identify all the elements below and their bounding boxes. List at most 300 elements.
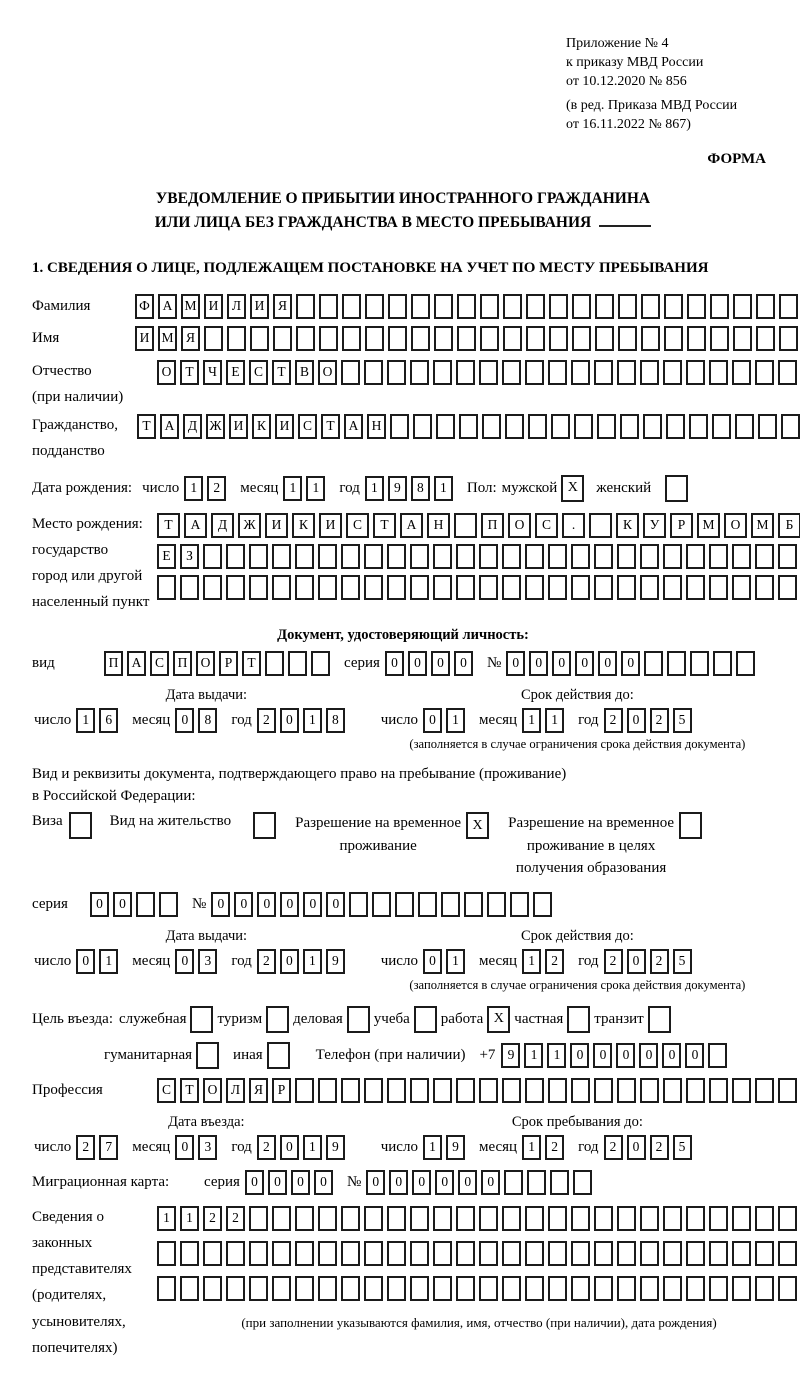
birth-place-cells-row1-cell[interactable]: Т: [373, 513, 396, 538]
patronymic-cells-cell[interactable]: [387, 360, 406, 385]
legal-reps-cells-row3-cell[interactable]: [341, 1276, 360, 1301]
patronymic-cells-cell[interactable]: [571, 360, 590, 385]
identity-issue-year-cells-cell[interactable]: 8: [326, 708, 345, 733]
identity-number-cells-cell[interactable]: 0: [621, 651, 640, 676]
birth-place-cells-row2-cell[interactable]: [433, 544, 452, 569]
profession-cells-cell[interactable]: [456, 1078, 475, 1103]
surname-cells-cell[interactable]: [664, 294, 683, 319]
citizenship-cells-cell[interactable]: Т: [321, 414, 340, 439]
residence-number-cells-cell[interactable]: [395, 892, 414, 917]
legal-reps-cells-row2-cell[interactable]: [318, 1241, 337, 1266]
birth-place-cells-row3-cell[interactable]: [571, 575, 590, 600]
legal-reps-cells-row1-cell[interactable]: [755, 1206, 774, 1231]
surname-cells-cell[interactable]: [549, 294, 568, 319]
patronymic-cells-cell[interactable]: Т: [272, 360, 291, 385]
identity-number-cells-cell[interactable]: [713, 651, 732, 676]
legal-reps-cells-row2-cell[interactable]: [502, 1241, 521, 1266]
legal-reps-cells-row2-cell[interactable]: [525, 1241, 544, 1266]
birth-place-cells-row3-cell[interactable]: [249, 575, 268, 600]
legal-reps-cells-row3-cell[interactable]: [548, 1276, 567, 1301]
phone-cells-cell[interactable]: 1: [524, 1043, 543, 1068]
patronymic-cells-cell[interactable]: [341, 360, 360, 385]
profession-cells-cell[interactable]: [755, 1078, 774, 1103]
birth-place-cells-row2-cell[interactable]: [272, 544, 291, 569]
legal-reps-cells-row2-cell[interactable]: [456, 1241, 475, 1266]
legal-reps-cells-row2-cell[interactable]: [410, 1241, 429, 1266]
migration-number-cells-cell[interactable]: 0: [435, 1170, 454, 1195]
legal-reps-cells-row3-cell[interactable]: [755, 1276, 774, 1301]
legal-reps-cells-row1-cell[interactable]: [387, 1206, 406, 1231]
legal-reps-cells-row3-cell[interactable]: [709, 1276, 728, 1301]
migration-number-cells-cell[interactable]: 0: [412, 1170, 431, 1195]
legal-reps-cells-row2-cell[interactable]: [341, 1241, 360, 1266]
stay-until-day-cells-cell[interactable]: 9: [446, 1135, 465, 1160]
birth-place-cells-row3-cell[interactable]: [732, 575, 751, 600]
birth-place-cells-row1-cell[interactable]: Ж: [238, 513, 261, 538]
legal-reps-cells-row1-cell[interactable]: [594, 1206, 613, 1231]
firstname-cells-cell[interactable]: [503, 326, 522, 351]
legal-reps-cells-row3-cell[interactable]: [594, 1276, 613, 1301]
surname-cells-cell[interactable]: [687, 294, 706, 319]
birth-place-cells-row1-cell[interactable]: [454, 513, 477, 538]
legal-reps-cells-row2-cell[interactable]: [249, 1241, 268, 1266]
legal-reps-cells-row2-cell[interactable]: [663, 1241, 682, 1266]
migration-number-cells-cell[interactable]: [527, 1170, 546, 1195]
residence-number-cells-cell[interactable]: [487, 892, 506, 917]
patronymic-cells-cell[interactable]: [709, 360, 728, 385]
legal-reps-cells-row3-cell[interactable]: [617, 1276, 636, 1301]
birth-place-cells-row1-cell[interactable]: Д: [211, 513, 234, 538]
identity-kind-cells-cell[interactable]: [265, 651, 284, 676]
surname-cells-cell[interactable]: Ф: [135, 294, 154, 319]
legal-reps-cells-row3-cell[interactable]: [571, 1276, 590, 1301]
sex-female-checkbox[interactable]: [665, 475, 688, 502]
legal-reps-cells-row3-cell[interactable]: [778, 1276, 797, 1301]
residence-issue-month-cells-cell[interactable]: 3: [198, 949, 217, 974]
phone-cells-cell[interactable]: 0: [593, 1043, 612, 1068]
citizenship-cells-cell[interactable]: [390, 414, 409, 439]
birth-place-cells-row2-cell[interactable]: [502, 544, 521, 569]
legal-reps-cells-row2-cell[interactable]: [203, 1241, 222, 1266]
birth-place-cells-row1-cell[interactable]: А: [400, 513, 423, 538]
legal-reps-cells-row1-cell[interactable]: [640, 1206, 659, 1231]
profession-cells-cell[interactable]: [525, 1078, 544, 1103]
birth-place-cells-row2-cell[interactable]: [709, 544, 728, 569]
stay-until-year-cells-cell[interactable]: 0: [627, 1135, 646, 1160]
firstname-cells-cell[interactable]: М: [158, 326, 177, 351]
birth-year-cells-cell[interactable]: 1: [365, 476, 384, 501]
residence-expiry-month-cells-cell[interactable]: 1: [522, 949, 541, 974]
surname-cells-cell[interactable]: [319, 294, 338, 319]
identity-issue-month-cells-cell[interactable]: 8: [198, 708, 217, 733]
temp-residence-checkbox[interactable]: X: [466, 812, 489, 839]
legal-reps-cells-row3-cell[interactable]: [226, 1276, 245, 1301]
birth-place-cells-row3-cell[interactable]: [525, 575, 544, 600]
birth-day-cells-cell[interactable]: 2: [207, 476, 226, 501]
firstname-cells-cell[interactable]: [342, 326, 361, 351]
legal-reps-cells-row3-cell[interactable]: [686, 1276, 705, 1301]
legal-reps-cells-row1-cell[interactable]: [341, 1206, 360, 1231]
citizenship-cells-cell[interactable]: [689, 414, 708, 439]
birth-place-cells-row2-cell[interactable]: [249, 544, 268, 569]
birth-place-cells-row3-cell[interactable]: [709, 575, 728, 600]
identity-expiry-year-cells-cell[interactable]: 5: [673, 708, 692, 733]
birth-place-cells-row3-cell[interactable]: [226, 575, 245, 600]
birth-place-cells-row1-cell[interactable]: О: [508, 513, 531, 538]
patronymic-cells-cell[interactable]: В: [295, 360, 314, 385]
residence-issue-day-cells-cell[interactable]: 0: [76, 949, 95, 974]
identity-number-cells-cell[interactable]: [690, 651, 709, 676]
birth-month-cells-cell[interactable]: 1: [306, 476, 325, 501]
patronymic-cells-cell[interactable]: [640, 360, 659, 385]
legal-reps-cells-row2-cell[interactable]: [571, 1241, 590, 1266]
birth-place-cells-row2-cell[interactable]: [548, 544, 567, 569]
birth-place-cells-row3-cell[interactable]: [755, 575, 774, 600]
stay-until-year-cells-cell[interactable]: 2: [650, 1135, 669, 1160]
legal-reps-cells-row1-cell[interactable]: 1: [157, 1206, 176, 1231]
birth-place-cells-row2-cell[interactable]: [571, 544, 590, 569]
birth-place-cells-row3-cell[interactable]: [594, 575, 613, 600]
citizenship-cells-cell[interactable]: [735, 414, 754, 439]
citizenship-cells-cell[interactable]: А: [344, 414, 363, 439]
birth-place-cells-row1-cell[interactable]: М: [751, 513, 774, 538]
birth-place-cells-row2-cell[interactable]: [640, 544, 659, 569]
patronymic-cells-cell[interactable]: [778, 360, 797, 385]
legal-reps-cells-row2-cell[interactable]: [479, 1241, 498, 1266]
birth-place-cells-row3-cell[interactable]: [479, 575, 498, 600]
citizenship-cells-cell[interactable]: Д: [183, 414, 202, 439]
surname-cells-cell[interactable]: [526, 294, 545, 319]
legal-reps-cells-row2-cell[interactable]: [548, 1241, 567, 1266]
stay-until-month-cells-cell[interactable]: 1: [522, 1135, 541, 1160]
residence-number-cells-cell[interactable]: [510, 892, 529, 917]
legal-reps-cells-row1-cell[interactable]: 2: [203, 1206, 222, 1231]
firstname-cells-cell[interactable]: [526, 326, 545, 351]
birth-place-cells-row3-cell[interactable]: [502, 575, 521, 600]
legal-reps-cells-row3-cell[interactable]: [663, 1276, 682, 1301]
patronymic-cells-cell[interactable]: [663, 360, 682, 385]
birth-place-cells-row1-cell[interactable]: М: [697, 513, 720, 538]
surname-cells-cell[interactable]: [457, 294, 476, 319]
legal-reps-cells-row2-cell[interactable]: [180, 1241, 199, 1266]
identity-expiry-month-cells-cell[interactable]: 1: [522, 708, 541, 733]
birth-place-cells-row1-cell[interactable]: И: [265, 513, 288, 538]
birth-month-cells-cell[interactable]: 1: [283, 476, 302, 501]
profession-cells-cell[interactable]: [433, 1078, 452, 1103]
birth-place-cells-row2-cell[interactable]: [479, 544, 498, 569]
legal-reps-cells-row2-cell[interactable]: [157, 1241, 176, 1266]
legal-reps-cells-row1-cell[interactable]: [502, 1206, 521, 1231]
legal-reps-cells-row3-cell[interactable]: [295, 1276, 314, 1301]
migration-number-cells-cell[interactable]: [550, 1170, 569, 1195]
legal-reps-cells-row2-cell[interactable]: [755, 1241, 774, 1266]
patronymic-cells-cell[interactable]: [456, 360, 475, 385]
legal-reps-cells-row1-cell[interactable]: [663, 1206, 682, 1231]
birth-place-cells-row1-cell[interactable]: Б: [778, 513, 800, 538]
firstname-cells-cell[interactable]: [733, 326, 752, 351]
surname-cells-cell[interactable]: [434, 294, 453, 319]
citizenship-cells-cell[interactable]: [781, 414, 800, 439]
birth-place-cells-row1-cell[interactable]: И: [319, 513, 342, 538]
birth-place-cells-row2-cell[interactable]: [594, 544, 613, 569]
firstname-cells-cell[interactable]: [549, 326, 568, 351]
legal-reps-cells-row1-cell[interactable]: [433, 1206, 452, 1231]
surname-cells-cell[interactable]: [388, 294, 407, 319]
identity-expiry-day-cells-cell[interactable]: 0: [423, 708, 442, 733]
profession-cells-cell[interactable]: [318, 1078, 337, 1103]
citizenship-cells-cell[interactable]: Н: [367, 414, 386, 439]
birth-place-cells-row3-cell[interactable]: [272, 575, 291, 600]
birth-place-cells-row1-cell[interactable]: С: [346, 513, 369, 538]
profession-cells-cell[interactable]: [594, 1078, 613, 1103]
phone-cells-cell[interactable]: 0: [662, 1043, 681, 1068]
stay-until-year-cells-cell[interactable]: 2: [604, 1135, 623, 1160]
residence-permit-checkbox[interactable]: [253, 812, 276, 839]
birth-place-cells-row1-cell[interactable]: .: [562, 513, 585, 538]
profession-cells-cell[interactable]: [640, 1078, 659, 1103]
identity-kind-cells-cell[interactable]: П: [104, 651, 123, 676]
identity-series-cells-cell[interactable]: 0: [431, 651, 450, 676]
birth-place-cells-row1-cell[interactable]: К: [292, 513, 315, 538]
purpose-option-1-checkbox[interactable]: [266, 1006, 289, 1033]
migration-number-cells-cell[interactable]: 0: [481, 1170, 500, 1195]
birth-place-cells-row2-cell[interactable]: [617, 544, 636, 569]
identity-issue-day-cells-cell[interactable]: 6: [99, 708, 118, 733]
profession-cells-cell[interactable]: [778, 1078, 797, 1103]
birth-place-cells-row3-cell[interactable]: [778, 575, 797, 600]
phone-cells-cell[interactable]: 1: [547, 1043, 566, 1068]
surname-cells-cell[interactable]: [503, 294, 522, 319]
residence-expiry-day-cells-cell[interactable]: 1: [446, 949, 465, 974]
purpose-option-5-checkbox[interactable]: [567, 1006, 590, 1033]
firstname-cells-cell[interactable]: [664, 326, 683, 351]
purpose-option-6-checkbox[interactable]: [648, 1006, 671, 1033]
firstname-cells-cell[interactable]: [641, 326, 660, 351]
legal-reps-cells-row3-cell[interactable]: [318, 1276, 337, 1301]
identity-series-cells-cell[interactable]: 0: [454, 651, 473, 676]
firstname-cells-cell[interactable]: [687, 326, 706, 351]
residence-number-cells-cell[interactable]: [372, 892, 391, 917]
patronymic-cells-cell[interactable]: [617, 360, 636, 385]
identity-number-cells-cell[interactable]: 0: [529, 651, 548, 676]
identity-number-cells-cell[interactable]: 0: [552, 651, 571, 676]
stay-until-year-cells-cell[interactable]: 5: [673, 1135, 692, 1160]
citizenship-cells-cell[interactable]: [712, 414, 731, 439]
citizenship-cells-cell[interactable]: Ж: [206, 414, 225, 439]
birth-place-cells-row1-cell[interactable]: Т: [157, 513, 180, 538]
firstname-cells-cell[interactable]: И: [135, 326, 154, 351]
identity-kind-cells-cell[interactable]: [288, 651, 307, 676]
residence-expiry-year-cells-cell[interactable]: 0: [627, 949, 646, 974]
birth-place-cells-row1-cell[interactable]: К: [616, 513, 639, 538]
birth-place-cells-row3-cell[interactable]: [456, 575, 475, 600]
profession-cells-cell[interactable]: [410, 1078, 429, 1103]
citizenship-cells-cell[interactable]: [643, 414, 662, 439]
purpose-option-3-checkbox[interactable]: [414, 1006, 437, 1033]
birth-year-cells-cell[interactable]: 9: [388, 476, 407, 501]
patronymic-cells-cell[interactable]: [433, 360, 452, 385]
surname-cells-cell[interactable]: И: [250, 294, 269, 319]
citizenship-cells-cell[interactable]: [413, 414, 432, 439]
birth-place-cells-row2-cell[interactable]: [341, 544, 360, 569]
birth-place-cells-row2-cell[interactable]: [755, 544, 774, 569]
legal-reps-cells-row1-cell[interactable]: [525, 1206, 544, 1231]
firstname-cells-cell[interactable]: [434, 326, 453, 351]
firstname-cells-cell[interactable]: [250, 326, 269, 351]
citizenship-cells-cell[interactable]: С: [298, 414, 317, 439]
entry-year-cells-cell[interactable]: 0: [280, 1135, 299, 1160]
entry-day-cells-cell[interactable]: 2: [76, 1135, 95, 1160]
residence-series-cells-cell[interactable]: 0: [113, 892, 132, 917]
identity-kind-cells-cell[interactable]: Т: [242, 651, 261, 676]
birth-place-cells-row2-cell[interactable]: Е: [157, 544, 176, 569]
legal-reps-cells-row2-cell[interactable]: [709, 1241, 728, 1266]
residence-series-cells-cell[interactable]: [136, 892, 155, 917]
residence-issue-year-cells-cell[interactable]: 0: [280, 949, 299, 974]
surname-cells-cell[interactable]: [618, 294, 637, 319]
citizenship-cells-cell[interactable]: [551, 414, 570, 439]
patronymic-cells-cell[interactable]: [364, 360, 383, 385]
patronymic-cells-cell[interactable]: [755, 360, 774, 385]
legal-reps-cells-row1-cell[interactable]: [548, 1206, 567, 1231]
identity-expiry-year-cells-cell[interactable]: 2: [650, 708, 669, 733]
residence-issue-month-cells-cell[interactable]: 0: [175, 949, 194, 974]
legal-reps-cells-row1-cell[interactable]: [249, 1206, 268, 1231]
profession-cells-cell[interactable]: О: [203, 1078, 222, 1103]
legal-reps-cells-row1-cell[interactable]: [410, 1206, 429, 1231]
identity-number-cells-cell[interactable]: 0: [506, 651, 525, 676]
residence-issue-day-cells-cell[interactable]: 1: [99, 949, 118, 974]
birth-place-cells-row1-cell[interactable]: У: [643, 513, 666, 538]
legal-reps-cells-row3-cell[interactable]: [525, 1276, 544, 1301]
identity-expiry-year-cells-cell[interactable]: 0: [627, 708, 646, 733]
identity-kind-cells-cell[interactable]: [311, 651, 330, 676]
legal-reps-cells-row2-cell[interactable]: [617, 1241, 636, 1266]
surname-cells-cell[interactable]: [342, 294, 361, 319]
legal-reps-cells-row2-cell[interactable]: [594, 1241, 613, 1266]
identity-issue-month-cells-cell[interactable]: 0: [175, 708, 194, 733]
surname-cells-cell[interactable]: [365, 294, 384, 319]
residence-number-cells-cell[interactable]: 0: [326, 892, 345, 917]
stay-until-month-cells-cell[interactable]: 2: [545, 1135, 564, 1160]
legal-reps-cells-row2-cell[interactable]: [732, 1241, 751, 1266]
birth-place-cells-row2-cell[interactable]: [525, 544, 544, 569]
birth-day-cells-cell[interactable]: 1: [184, 476, 203, 501]
migration-number-cells-cell[interactable]: [504, 1170, 523, 1195]
residence-number-cells-cell[interactable]: 0: [234, 892, 253, 917]
birth-place-cells-row2-cell[interactable]: [364, 544, 383, 569]
birth-place-cells-row2-cell[interactable]: [778, 544, 797, 569]
identity-kind-cells-cell[interactable]: А: [127, 651, 146, 676]
identity-number-cells-cell[interactable]: [667, 651, 686, 676]
patronymic-cells-cell[interactable]: Т: [180, 360, 199, 385]
surname-cells-cell[interactable]: [710, 294, 729, 319]
phone-cells-cell[interactable]: 9: [501, 1043, 520, 1068]
legal-reps-cells-row2-cell[interactable]: [640, 1241, 659, 1266]
birth-place-cells-row1-cell[interactable]: А: [184, 513, 207, 538]
citizenship-cells-cell[interactable]: [528, 414, 547, 439]
legal-reps-cells-row1-cell[interactable]: [318, 1206, 337, 1231]
birth-place-cells-row2-cell[interactable]: [226, 544, 245, 569]
patronymic-cells-cell[interactable]: [594, 360, 613, 385]
phone-cells-cell[interactable]: 0: [616, 1043, 635, 1068]
birth-place-cells-row3-cell[interactable]: [203, 575, 222, 600]
birth-place-cells-row2-cell[interactable]: [663, 544, 682, 569]
legal-reps-cells-row3-cell[interactable]: [433, 1276, 452, 1301]
identity-issue-day-cells-cell[interactable]: 1: [76, 708, 95, 733]
birth-place-cells-row3-cell[interactable]: [410, 575, 429, 600]
profession-cells-cell[interactable]: [364, 1078, 383, 1103]
residence-issue-year-cells-cell[interactable]: 9: [326, 949, 345, 974]
identity-issue-year-cells-cell[interactable]: 0: [280, 708, 299, 733]
birth-place-cells-row3-cell[interactable]: [341, 575, 360, 600]
firstname-cells-cell[interactable]: Я: [181, 326, 200, 351]
birth-place-cells-row3-cell[interactable]: [157, 575, 176, 600]
patronymic-cells-cell[interactable]: [525, 360, 544, 385]
identity-expiry-day-cells-cell[interactable]: 1: [446, 708, 465, 733]
birth-place-cells-row3-cell[interactable]: [318, 575, 337, 600]
purpose-option-0-checkbox[interactable]: [190, 1006, 213, 1033]
residence-number-cells-cell[interactable]: [349, 892, 368, 917]
phone-cells-cell[interactable]: 0: [639, 1043, 658, 1068]
birth-year-cells-cell[interactable]: 8: [411, 476, 430, 501]
residence-series-cells-cell[interactable]: [159, 892, 178, 917]
migration-series-cells-cell[interactable]: 0: [314, 1170, 333, 1195]
firstname-cells-cell[interactable]: [273, 326, 292, 351]
legal-reps-cells-row2-cell[interactable]: [686, 1241, 705, 1266]
profession-cells-cell[interactable]: Л: [226, 1078, 245, 1103]
identity-issue-year-cells-cell[interactable]: 1: [303, 708, 322, 733]
legal-reps-cells-row1-cell[interactable]: [709, 1206, 728, 1231]
profession-cells-cell[interactable]: [387, 1078, 406, 1103]
residence-issue-year-cells-cell[interactable]: 1: [303, 949, 322, 974]
citizenship-cells-cell[interactable]: [620, 414, 639, 439]
firstname-cells-cell[interactable]: [388, 326, 407, 351]
purpose-option-humanitarian-checkbox[interactable]: [196, 1042, 219, 1069]
legal-reps-cells-row1-cell[interactable]: [456, 1206, 475, 1231]
visa-checkbox[interactable]: [69, 812, 92, 839]
surname-cells-cell[interactable]: [733, 294, 752, 319]
patronymic-cells-cell[interactable]: [548, 360, 567, 385]
sex-male-checkbox[interactable]: X: [561, 475, 584, 502]
residence-number-cells-cell[interactable]: [418, 892, 437, 917]
profession-cells-cell[interactable]: [709, 1078, 728, 1103]
citizenship-cells-cell[interactable]: И: [275, 414, 294, 439]
citizenship-cells-cell[interactable]: К: [252, 414, 271, 439]
legal-reps-cells-row3-cell[interactable]: [640, 1276, 659, 1301]
identity-kind-cells-cell[interactable]: Р: [219, 651, 238, 676]
patronymic-cells-cell[interactable]: [502, 360, 521, 385]
legal-reps-cells-row3-cell[interactable]: [203, 1276, 222, 1301]
entry-year-cells-cell[interactable]: 1: [303, 1135, 322, 1160]
legal-reps-cells-row1-cell[interactable]: [479, 1206, 498, 1231]
profession-cells-cell[interactable]: [686, 1078, 705, 1103]
birth-place-cells-row1-cell[interactable]: С: [535, 513, 558, 538]
citizenship-cells-cell[interactable]: [597, 414, 616, 439]
residence-number-cells-cell[interactable]: [533, 892, 552, 917]
birth-place-cells-row2-cell[interactable]: [456, 544, 475, 569]
citizenship-cells-cell[interactable]: [482, 414, 501, 439]
legal-reps-cells-row3-cell[interactable]: [410, 1276, 429, 1301]
citizenship-cells-cell[interactable]: И: [229, 414, 248, 439]
birth-place-cells-row1-cell[interactable]: Н: [427, 513, 450, 538]
firstname-cells-cell[interactable]: [411, 326, 430, 351]
surname-cells-cell[interactable]: [595, 294, 614, 319]
surname-cells-cell[interactable]: [779, 294, 798, 319]
patronymic-cells-cell[interactable]: С: [249, 360, 268, 385]
profession-cells-cell[interactable]: [548, 1078, 567, 1103]
legal-reps-cells-row1-cell[interactable]: [571, 1206, 590, 1231]
